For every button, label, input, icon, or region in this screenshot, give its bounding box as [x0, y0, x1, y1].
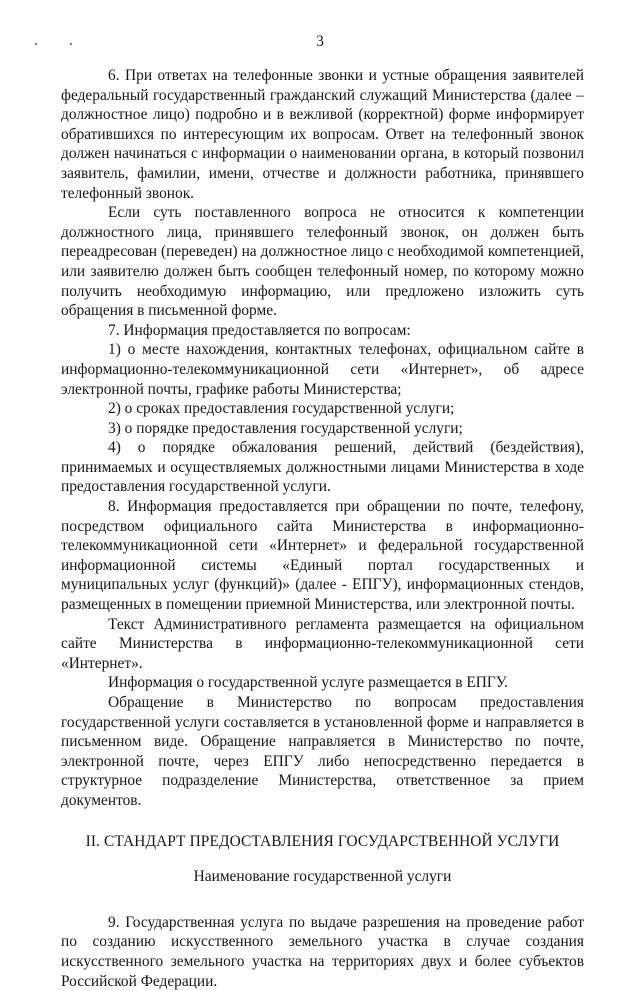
paragraph: Информация о государственной услуге размещается в ЕПГУ. [108, 674, 509, 692]
paragraph: 4) о порядке обжалования решений, действий (бездействия), принимаемых и осуществляемых должностными лицами Министерства в ходе предоставления государственной услуги. [61, 439, 584, 496]
paragraph: 3) о порядке предоставления государственной услуги; [108, 419, 463, 437]
subheading: Наименование государственной услуги [193, 868, 452, 886]
paragraph: 9. Государственная услуга по выдаче разрешения на проведение работ по созданию искусственного земельного участка в случае создания искусственного земельного участка на территориях двух и более субъектов Российской Федерации. [61, 913, 584, 990]
paragraph: Текст Административного регламента размещается на официальном сайте Министерства в информационно-телекоммуникационной сети «Интернет». [61, 615, 584, 672]
paragraph: Обращение в Министерство по вопросам предоставления государственной услуги составляется в установленной форме и направляется в письменном виде. Обращение направляется в Министерство по почте, электронной почте, через ЕПГУ либо непосредственно передается в структурное подразделение Министерства, ответственное за прием документов. [61, 694, 584, 809]
subheading-wrapper [61, 867, 584, 887]
paragraph: 6. При ответах на телефонные звонки и устные обращения заявителей федеральный государственный гражданский служащий Министерства (далее – должностное лицо) подробно и в вежливой (корректной) форме информирует обратившихся по интересующим их вопросам. Ответ на телефонный звонок должен начинаться с информации о наименовании органа, в который позвонил заявитель, фамилии, имени, отчестве и должности работника, принявшего телефонный звонок. [61, 67, 584, 202]
paragraph: 7. Информация предоставляется по вопросам: [108, 321, 411, 339]
paragraph: 8. Информация предоставляется при обращении по почте, телефону, посредством официального сайта Министерства в информационно-телекоммуникационной сети «Интернет» и федеральной государственной информационной системы «Единый портал государственных и муниципальных услуг (функций)» (далее - ЕПГУ), информационных стендов, размещенных в помещении приемной Министерства, или электронной почты. [61, 498, 584, 614]
paragraph: Если суть поставленного вопроса не относится к компетенции должностного лица, принявшего телефонный звонок, он должен быть переадресован (переведен) на должностное лицо с необходимой компетенцией, или заявителю должен быть сообщен телефонный номер, по которому можно получить необходимую информацию, или предложено изложить суть обращения в письменной форме. [61, 204, 584, 320]
document-body [61, 66, 584, 991]
section-2-body [61, 913, 584, 991]
page-number: 3 [316, 33, 324, 50]
section-heading: II. СТАНДАРТ ПРЕДОСТАВЛЕНИЯ ГОСУДАРСТВЕННОЙ УСЛУГИ [85, 832, 560, 850]
paragraph: 2) о сроках предоставления государственной услуги; [108, 400, 455, 418]
paragraph: 1) о месте нахождения, контактных телефонах, официальном сайте в информационно-телекоммуникационной сети «Интернет», об адресе электронной почты, графике работы Министерства; [61, 341, 584, 398]
